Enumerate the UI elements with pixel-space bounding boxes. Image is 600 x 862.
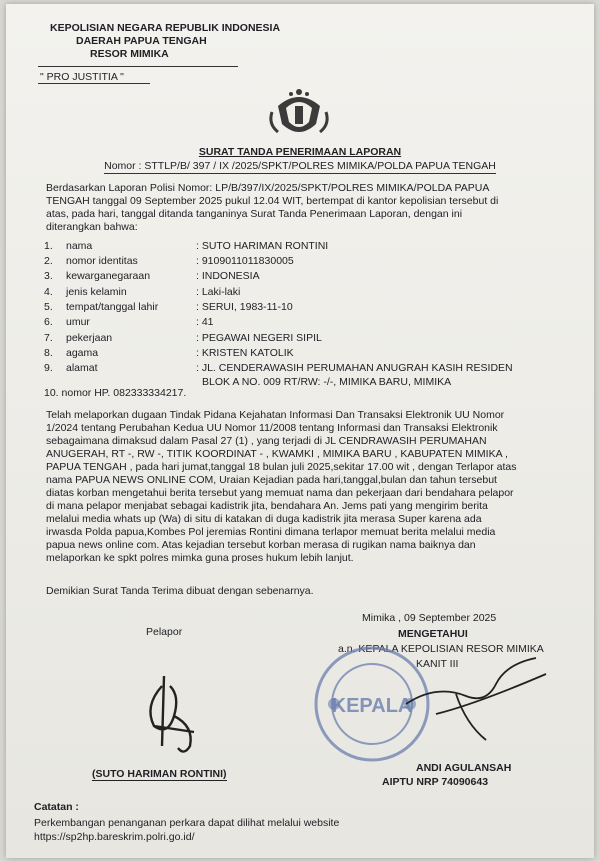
officer-name: ANDI AGULANSAH bbox=[416, 762, 512, 774]
mengetahui-label: MENGETAHUI bbox=[398, 628, 468, 640]
place-date: Mimika , 09 September 2025 bbox=[362, 612, 497, 624]
document-number: Nomor : STTLP/B/ 397 / IX /2025/SPKT/POLRES MIMIKA/POLDA PAPUA TENGAH bbox=[104, 160, 496, 172]
kanit-line: KANIT III bbox=[416, 658, 459, 670]
report-body: Telah melaporkan dugaan Tindak Pidana Kejahatan Informasi Dan Transaksi Elektronik UU Nomor 1/2024 tentang Perubahan Kedua UU Nomor 11/2008 tentang Informasi dan Transaksi Elektronik sebagaimana dimaksud dalam Pasal 27 (1) , yang terjadi di JL CENDRAWASIH PERUMAHAN ANUGERAH, RT -, RW -, TITIK KOORDINAT - , KWAMKI , MIMIKA BARU , KABUPATEN MIMIKA , PAPUA TENGAH , pada hari jumat,tanggal 18 bulan juli 2025,sekitar 17.00 wit , dengan Terlapor atas nama PAPUA NEWS ONLINE COM, Uraian Kejadian pada hari,tanggal,bulan dan tahun tersebut diatas korban mengetahui berita tersebut yang memuat nama dan pekerjaan dari bendahara pelapor di mana pelapor menjabat sebagai kadistrik jita, bendahara An. Jems pati yang mengirim berita melalui media whats up (Wa) di situ di katakan di duga kadistrik jita merasa Super karena ada irwasda Polda papua,Kombes Pol jeremias Rontini dimana terlapor memuat berita melalui media papua news online com. Atas kejadian tersebut korban merasa di rugikan nama baiknya dan melaporkan ke spkt polres mimka guna proses hukum lebih lanjut. bbox=[46, 409, 517, 564]
document-page bbox=[6, 4, 594, 858]
website-link[interactable]: https://sp2hp.bareskrim.polri.go.id/ bbox=[34, 831, 195, 843]
pro-justitia-underline bbox=[38, 83, 150, 84]
header-line1: KEPOLISIAN NEGARA REPUBLIK INDONESIA bbox=[50, 22, 281, 34]
pro-justitia: " PRO JUSTITIA " bbox=[40, 71, 124, 83]
an-kepala-line: a.n. KEPALA KEPOLISIAN RESOR MIMIKA bbox=[338, 643, 544, 655]
intro-paragraph: Berdasarkan Laporan Polisi Nomor: LP/B/397/IX/2025/SPKT/POLRES MIMIKA/POLDA PAPUA TENGAH tanggal 09 September 2025 pukul 12.04 WIT, bertempat di kantor kepolisian tersebut di atas, pada hari, tanggal ditanda tanganinya Surat Tanda Penerimaan Laporan, dengan ini diterangkan bahwa: bbox=[46, 182, 499, 233]
pelapor-label: Pelapor bbox=[146, 626, 183, 638]
pelapor-name: (SUTO HARIMAN RONTINI) bbox=[92, 768, 227, 780]
pelapor-signature-icon bbox=[134, 656, 214, 766]
phone-line: 10. nomor HP. 082333334217. bbox=[44, 387, 187, 399]
officer-signature-icon bbox=[396, 644, 566, 754]
document-title: SURAT TANDA PENERIMAAN LAPORAN bbox=[198, 146, 402, 158]
header-line3: RESOR MIMIKA bbox=[90, 48, 169, 60]
header-divider bbox=[38, 66, 238, 67]
alamat-continuation: BLOK A NO. 009 RT/RW: -/-, MIMIKA BARU, MIMIKA bbox=[202, 376, 452, 388]
header-line2: DAERAH PAPUA TENGAH bbox=[76, 35, 207, 47]
catatan-text: Perkembangan penanganan perkara dapat dilihat melalui website bbox=[34, 817, 340, 829]
officer-rank: AIPTU NRP 74090643 bbox=[382, 776, 489, 788]
svg-text:KEPALA: KEPALA bbox=[331, 695, 413, 717]
police-emblem-icon bbox=[264, 84, 334, 144]
closing-statement: Demikian Surat Tanda Terima dibuat dengan sebenarnya. bbox=[46, 585, 314, 597]
identity-list: 1. nama : SUTO HARIMAN RONTINI 2. nomor identitas : 9109011011830005 3. kewarganegaraan : INDONESIA 4. jenis kelamin : Laki-laki 5. tempat/tanggal lahir : SERUI, 1983-11-10 6. umur : 41 7. pekerjaan : PEGAWAI NEGERI SIPIL 8. agama : KRISTEN KATOLIK 9. alamat : JL. CENDERAWASIH PERUMAHAN ANUGRAH KASIH RESIDEN BLOK A NO. 009 RT/RW: -/-, MIMIKA BARU, MIMIKA bbox=[44, 240, 513, 388]
catatan-label: Catatan : bbox=[34, 801, 79, 813]
